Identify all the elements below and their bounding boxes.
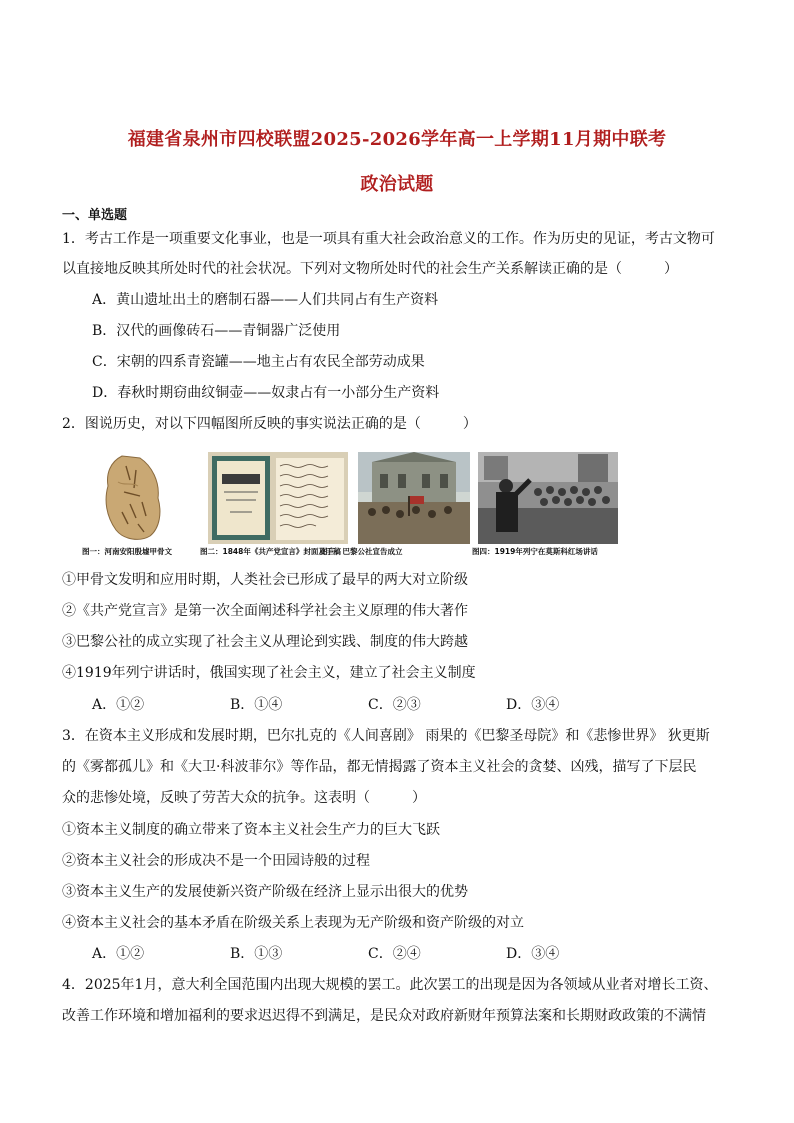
q4-stem-line1: 4．2025年1月，意大利全国范围内出现大规模的罢工。此次罢工的出现是因为各领域从业者对增长工资、 bbox=[62, 977, 718, 993]
figure3-caption: 图三：巴黎公社宣告成立 bbox=[320, 547, 403, 556]
figure1-caption: 图一：河南安阳殷墟甲骨文 bbox=[82, 547, 172, 556]
q3-stem-line3: 众的悲惨处境，反映了劳苦大众的抗争。这表明（ ） bbox=[62, 790, 426, 806]
q3-statement-2: ②资本主义社会的形成决不是一个田园诗般的过程 bbox=[62, 853, 370, 869]
oracle-bone-image bbox=[80, 452, 202, 544]
paris-commune-image bbox=[358, 452, 470, 544]
figure2-caption: 图二：1848年《共产党宣言》封面及手稿 bbox=[200, 547, 341, 556]
q1-option-b: B．汉代的画像砖石——青铜器广泛使用 bbox=[92, 323, 341, 339]
exam-subtitle: 政治试题 bbox=[360, 174, 434, 195]
q1-option-d: D．春秋时期窃曲纹铜壶——奴隶占有一小部分生产资料 bbox=[92, 385, 440, 401]
q2-choices bbox=[92, 695, 644, 715]
q3-statement-3: ③资本主义生产的发展使新兴资产阶级在经济上显示出很大的优势 bbox=[62, 884, 468, 900]
q2-statement-3: ③巴黎公社的成立实现了社会主义从理论到实践、制度的伟大跨越 bbox=[62, 634, 468, 650]
q1-stem-line1: 1．考古工作是一项重要文化事业，也是一项具有重大社会政治意义的工作。作为历史的见证，考古文物可 bbox=[62, 231, 715, 247]
q2-choice-c: C．②③ bbox=[368, 697, 421, 713]
exam-title: 福建省泉州市四校联盟2025-2026学年高一上学期11月期中联考 bbox=[127, 129, 667, 150]
q3-statement-1: ①资本主义制度的确立带来了资本主义社会生产力的巨大飞跃 bbox=[62, 822, 440, 838]
q1-option-c: C．宋朝的四系青瓷罐——地主占有农民全部劳动成果 bbox=[92, 354, 425, 370]
q3-choice-a: A．①② bbox=[92, 946, 145, 962]
q1-option-a: A．黄山遗址出土的磨制石器——人们共同占有生产资料 bbox=[92, 292, 439, 308]
lenin-speech-image bbox=[478, 452, 618, 544]
section-heading: 一、单选题 bbox=[62, 208, 128, 223]
q4-stem-line2: 改善工作环境和增加福利的要求迟迟得不到满足，是民众对政府新财年预算法案和长期财政政策的不满情 bbox=[62, 1008, 706, 1024]
q1-stem-line2: 以直接地反映其所处时代的社会状况。下列对文物所处时代的社会生产关系解读正确的是（ ） bbox=[62, 261, 678, 277]
q3-stem-line1: 3．在资本主义形成和发展时期，巴尔扎克的《人间喜剧》 雨果的《巴黎圣母院》和《悲惨世界》 狄更斯 bbox=[62, 728, 710, 744]
q2-choice-d: D．③④ bbox=[506, 697, 560, 713]
q2-statement-4: ④1919年列宁讲话时，俄国实现了社会主义，建立了社会主义制度 bbox=[62, 665, 476, 681]
q2-statement-1: ①甲骨文发明和应用时期，人类社会已形成了最早的两大对立阶级 bbox=[62, 572, 468, 588]
q2-choice-a: A．①② bbox=[92, 697, 145, 713]
q2-choice-b: B．①④ bbox=[230, 697, 283, 713]
q3-choice-c: C．②④ bbox=[368, 946, 421, 962]
q3-choices bbox=[92, 944, 644, 964]
figure4-caption: 图四：1919年列宁在莫斯科红场讲话 bbox=[472, 547, 598, 556]
q2-figure-strip bbox=[80, 452, 640, 560]
manifesto-cover-image bbox=[208, 452, 348, 544]
q3-choice-b: B．①③ bbox=[230, 946, 283, 962]
q3-statement-4: ④资本主义社会的基本矛盾在阶级关系上表现为无产阶级和资产阶级的对立 bbox=[62, 915, 524, 931]
q2-statement-2: ②《共产党宣言》是第一次全面阐述科学社会主义原理的伟大著作 bbox=[62, 603, 468, 619]
q2-stem: 2．图说历史，对以下四幅图所反映的事实说法正确的是（ ） bbox=[62, 416, 477, 432]
q3-stem-line2: 的《雾都孤儿》和《大卫·科波菲尔》等作品，都无情揭露了资本主义社会的贪婪、凶残，描写了下层民 bbox=[62, 759, 697, 775]
q3-choice-d: D．③④ bbox=[506, 946, 560, 962]
